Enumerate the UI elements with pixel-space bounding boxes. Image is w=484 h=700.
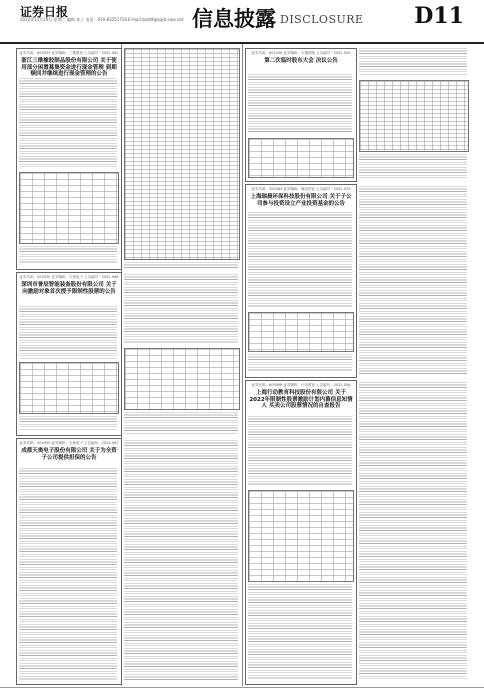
announcement-title: 上海瑞晨环保科技股份有限公司 关于子公司参与投资设立产业投资基金的公告 (250, 194, 352, 207)
announcement-body (359, 186, 467, 376)
data-table (248, 312, 354, 352)
announcement-title: 深圳市誉辰智能装备股份有限公司 关于向激励对象首次授予限制性股票的公告 (21, 282, 117, 295)
data-table (359, 80, 469, 152)
announcement-body (19, 306, 117, 360)
announcement-title: 成都天奥电子股份有限公司 关于为全资子公司提供担保的公告 (21, 448, 117, 461)
announcement-meta: 证券代码：601006 证券简称：大秦铁路 公告编号：2022-050 (251, 51, 351, 55)
announcement-body (359, 154, 467, 178)
column-divider (242, 44, 243, 686)
announcement-meta: 证券代码：002935 证券简称：天奥电子 公告编号：2022-066 (19, 275, 119, 279)
data-table (248, 490, 354, 582)
page-header (0, 0, 484, 44)
announcement-body (248, 354, 352, 372)
announcement-body (19, 416, 117, 430)
masthead-info: 2022年11月29日 星期二 编辑 张子 电话：010-83251716 E-mail:zqrb9@zqrb.sina.net (20, 17, 184, 22)
announcement-body (19, 78, 117, 168)
data-table (248, 138, 354, 178)
announcement-body (124, 440, 238, 680)
announcement-body (248, 212, 352, 308)
announcement-body (359, 48, 467, 76)
announcement-body (124, 274, 238, 344)
page-number: D11 (414, 3, 464, 29)
announcement-body (124, 262, 238, 270)
data-table (19, 172, 119, 244)
announcement-body (19, 246, 117, 264)
announcement-title: 第二次临时股东大会 决议公告 (264, 58, 338, 64)
section-title: 信息披露 (192, 6, 276, 31)
data-table (124, 348, 240, 410)
masthead-logo: 证券日报 (20, 5, 69, 19)
announcement-title: 浙江三维橡胶制品股份有限公司 关于使用部分闲置募集资金进行现金管理 到期赎回并继续进行现金管理的公告 (21, 58, 117, 77)
announcement-body (248, 416, 352, 486)
data-table (124, 48, 240, 260)
announcement-meta: 证券代码：002935 证券简称：天奥电子 公告编号：2022-067 (19, 441, 119, 445)
data-table (19, 362, 119, 414)
announcement-body (19, 468, 117, 680)
announcement-body (248, 74, 352, 134)
announcement-body (124, 412, 238, 434)
announcement-meta: 证券代码：605098 证券简称：行动教育 公告编号：2022-056 (251, 383, 351, 387)
announcement-body (248, 584, 352, 680)
section-title-en: DISCLOSURE (280, 13, 364, 26)
announcement-meta: 证券代码：300584 证券简称：海辰药业 公告编号：2022-070 (251, 187, 351, 191)
announcement-meta: 证券代码：603033 证券简称：三维股份 公告编号：2022-062 (19, 51, 119, 55)
announcement-title: 上海行动教育科技股份有限公司 关于2022年限制性股票激励计划内幕信息知情人 买卖公司股票情况的自查报告 (249, 390, 353, 409)
page-footer (0, 687, 484, 700)
announcement-body (359, 382, 467, 680)
